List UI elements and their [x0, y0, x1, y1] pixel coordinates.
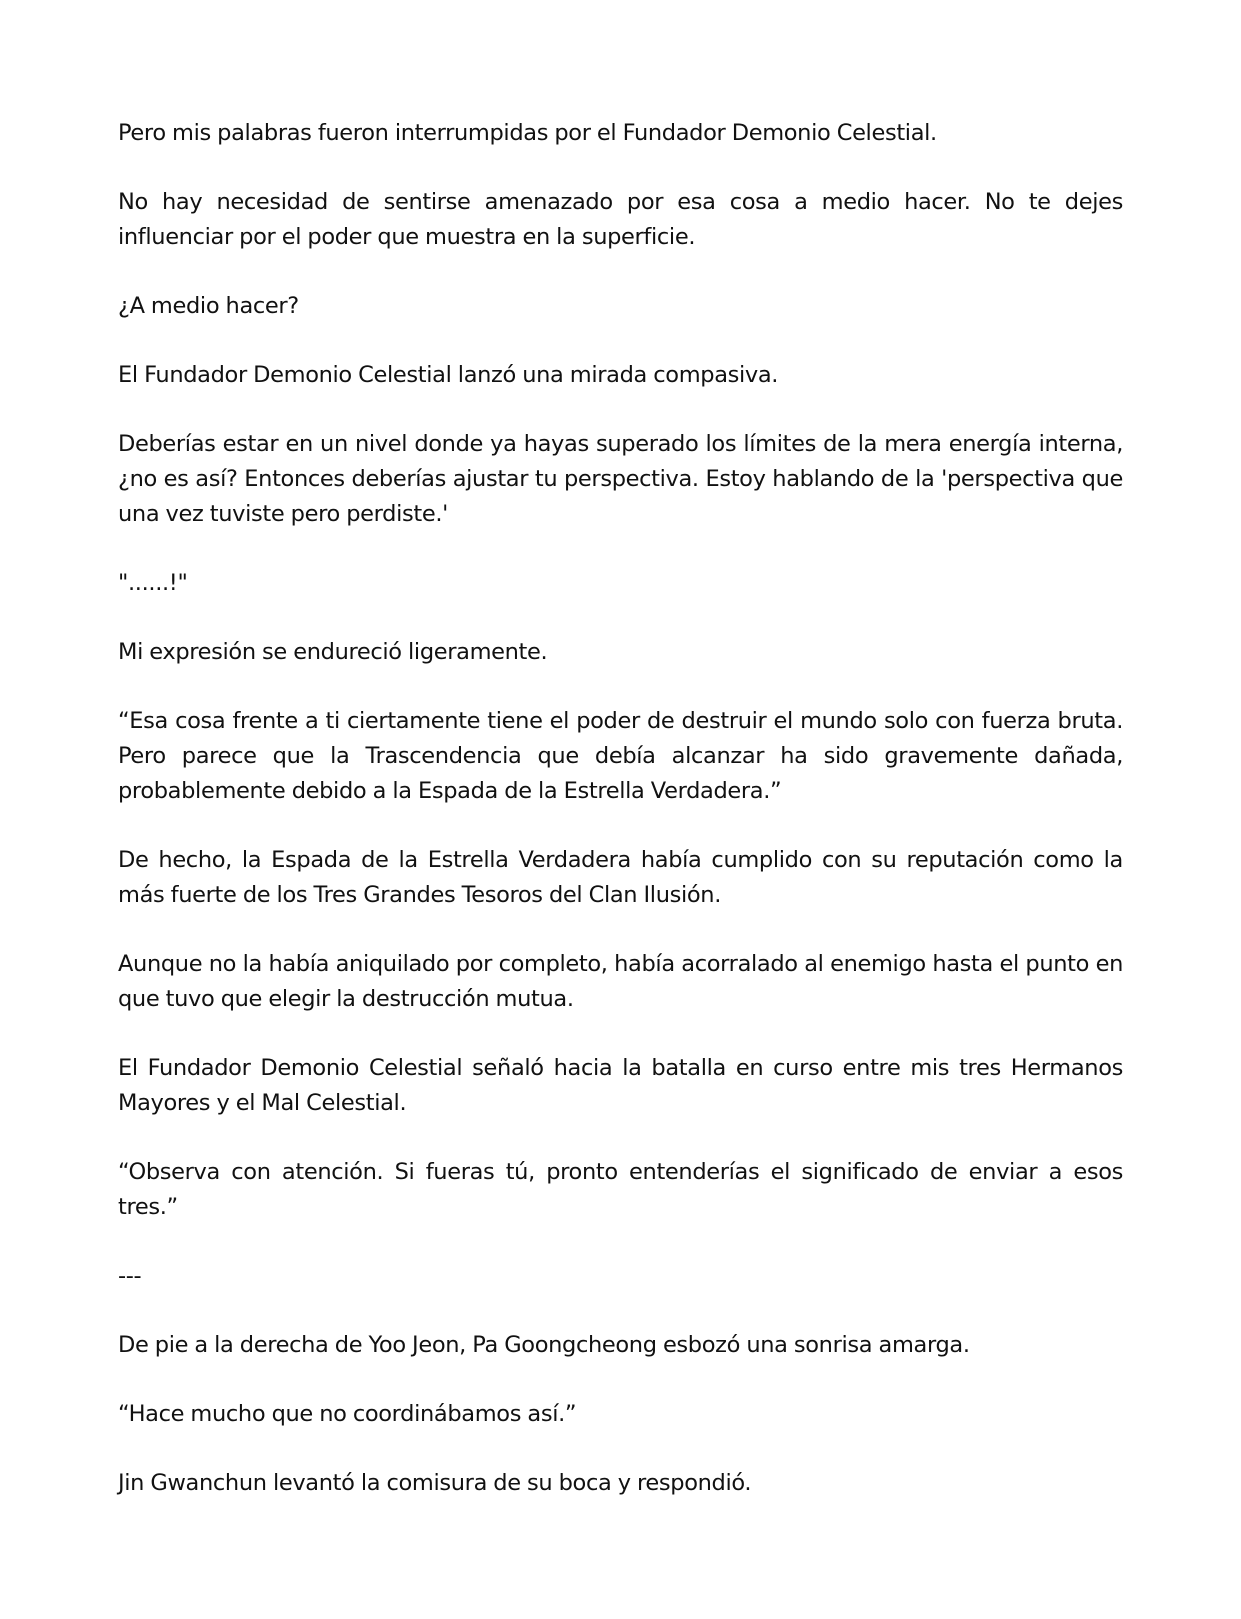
- paragraph: “Hace mucho que no coordinábamos así.”: [118, 1401, 577, 1427]
- paragraph: De hecho, la Espada de la Estrella Verdadera había cumplido con su reputación como la más fuerte de los Tres Grandes Tesoros del Clan Ilusión.: [118, 847, 1123, 908]
- document-page: [118, 116, 1123, 1535]
- paragraph: De pie a la derecha de Yoo Jeon, Pa Goongcheong esbozó una sonrisa amarga.: [118, 1332, 970, 1358]
- paragraph: Pero mis palabras fueron interrumpidas por el Fundador Demonio Celestial.: [118, 120, 937, 146]
- paragraph: “Observa con atención. Si fueras tú, pronto entenderías el significado de enviar a esos tres.”: [118, 1159, 1123, 1220]
- paragraph: ¿A medio hacer?: [118, 293, 299, 319]
- paragraph: El Fundador Demonio Celestial señaló hacia la batalla en curso entre mis tres Hermanos Mayores y el Mal Celestial.: [118, 1055, 1123, 1116]
- paragraph: No hay necesidad de sentirse amenazado por esa cosa a medio hacer. No te dejes influenciar por el poder que muestra en la superficie.: [118, 189, 1123, 250]
- paragraph: Deberías estar en un nivel donde ya hayas superado los límites de la mera energía interna, ¿no es así? Entonces deberías ajustar tu perspectiva. Estoy hablando de la 'perspectiva que una vez tuviste pero perdiste.': [118, 431, 1123, 527]
- paragraph: Jin Gwanchun levantó la comisura de su boca y respondió.: [118, 1470, 752, 1496]
- paragraph: El Fundador Demonio Celestial lanzó una mirada compasiva.: [118, 362, 779, 388]
- paragraph: Aunque no la había aniquilado por completo, había acorralado al enemigo hasta el punto en que tuvo que elegir la destrucción mutua.: [118, 951, 1123, 1012]
- section-separator: ---: [118, 1263, 142, 1289]
- paragraph: "......!": [118, 570, 188, 596]
- paragraph: “Esa cosa frente a ti ciertamente tiene el poder de destruir el mundo solo con fuerza bruta. Pero parece que la Trascendencia que debía alcanzar ha sido gravemente dañada, probablemente debido a la Espada de la Estrella Verdadera.”: [118, 708, 1123, 804]
- paragraph: Mi expresión se endureció ligeramente.: [118, 639, 548, 665]
